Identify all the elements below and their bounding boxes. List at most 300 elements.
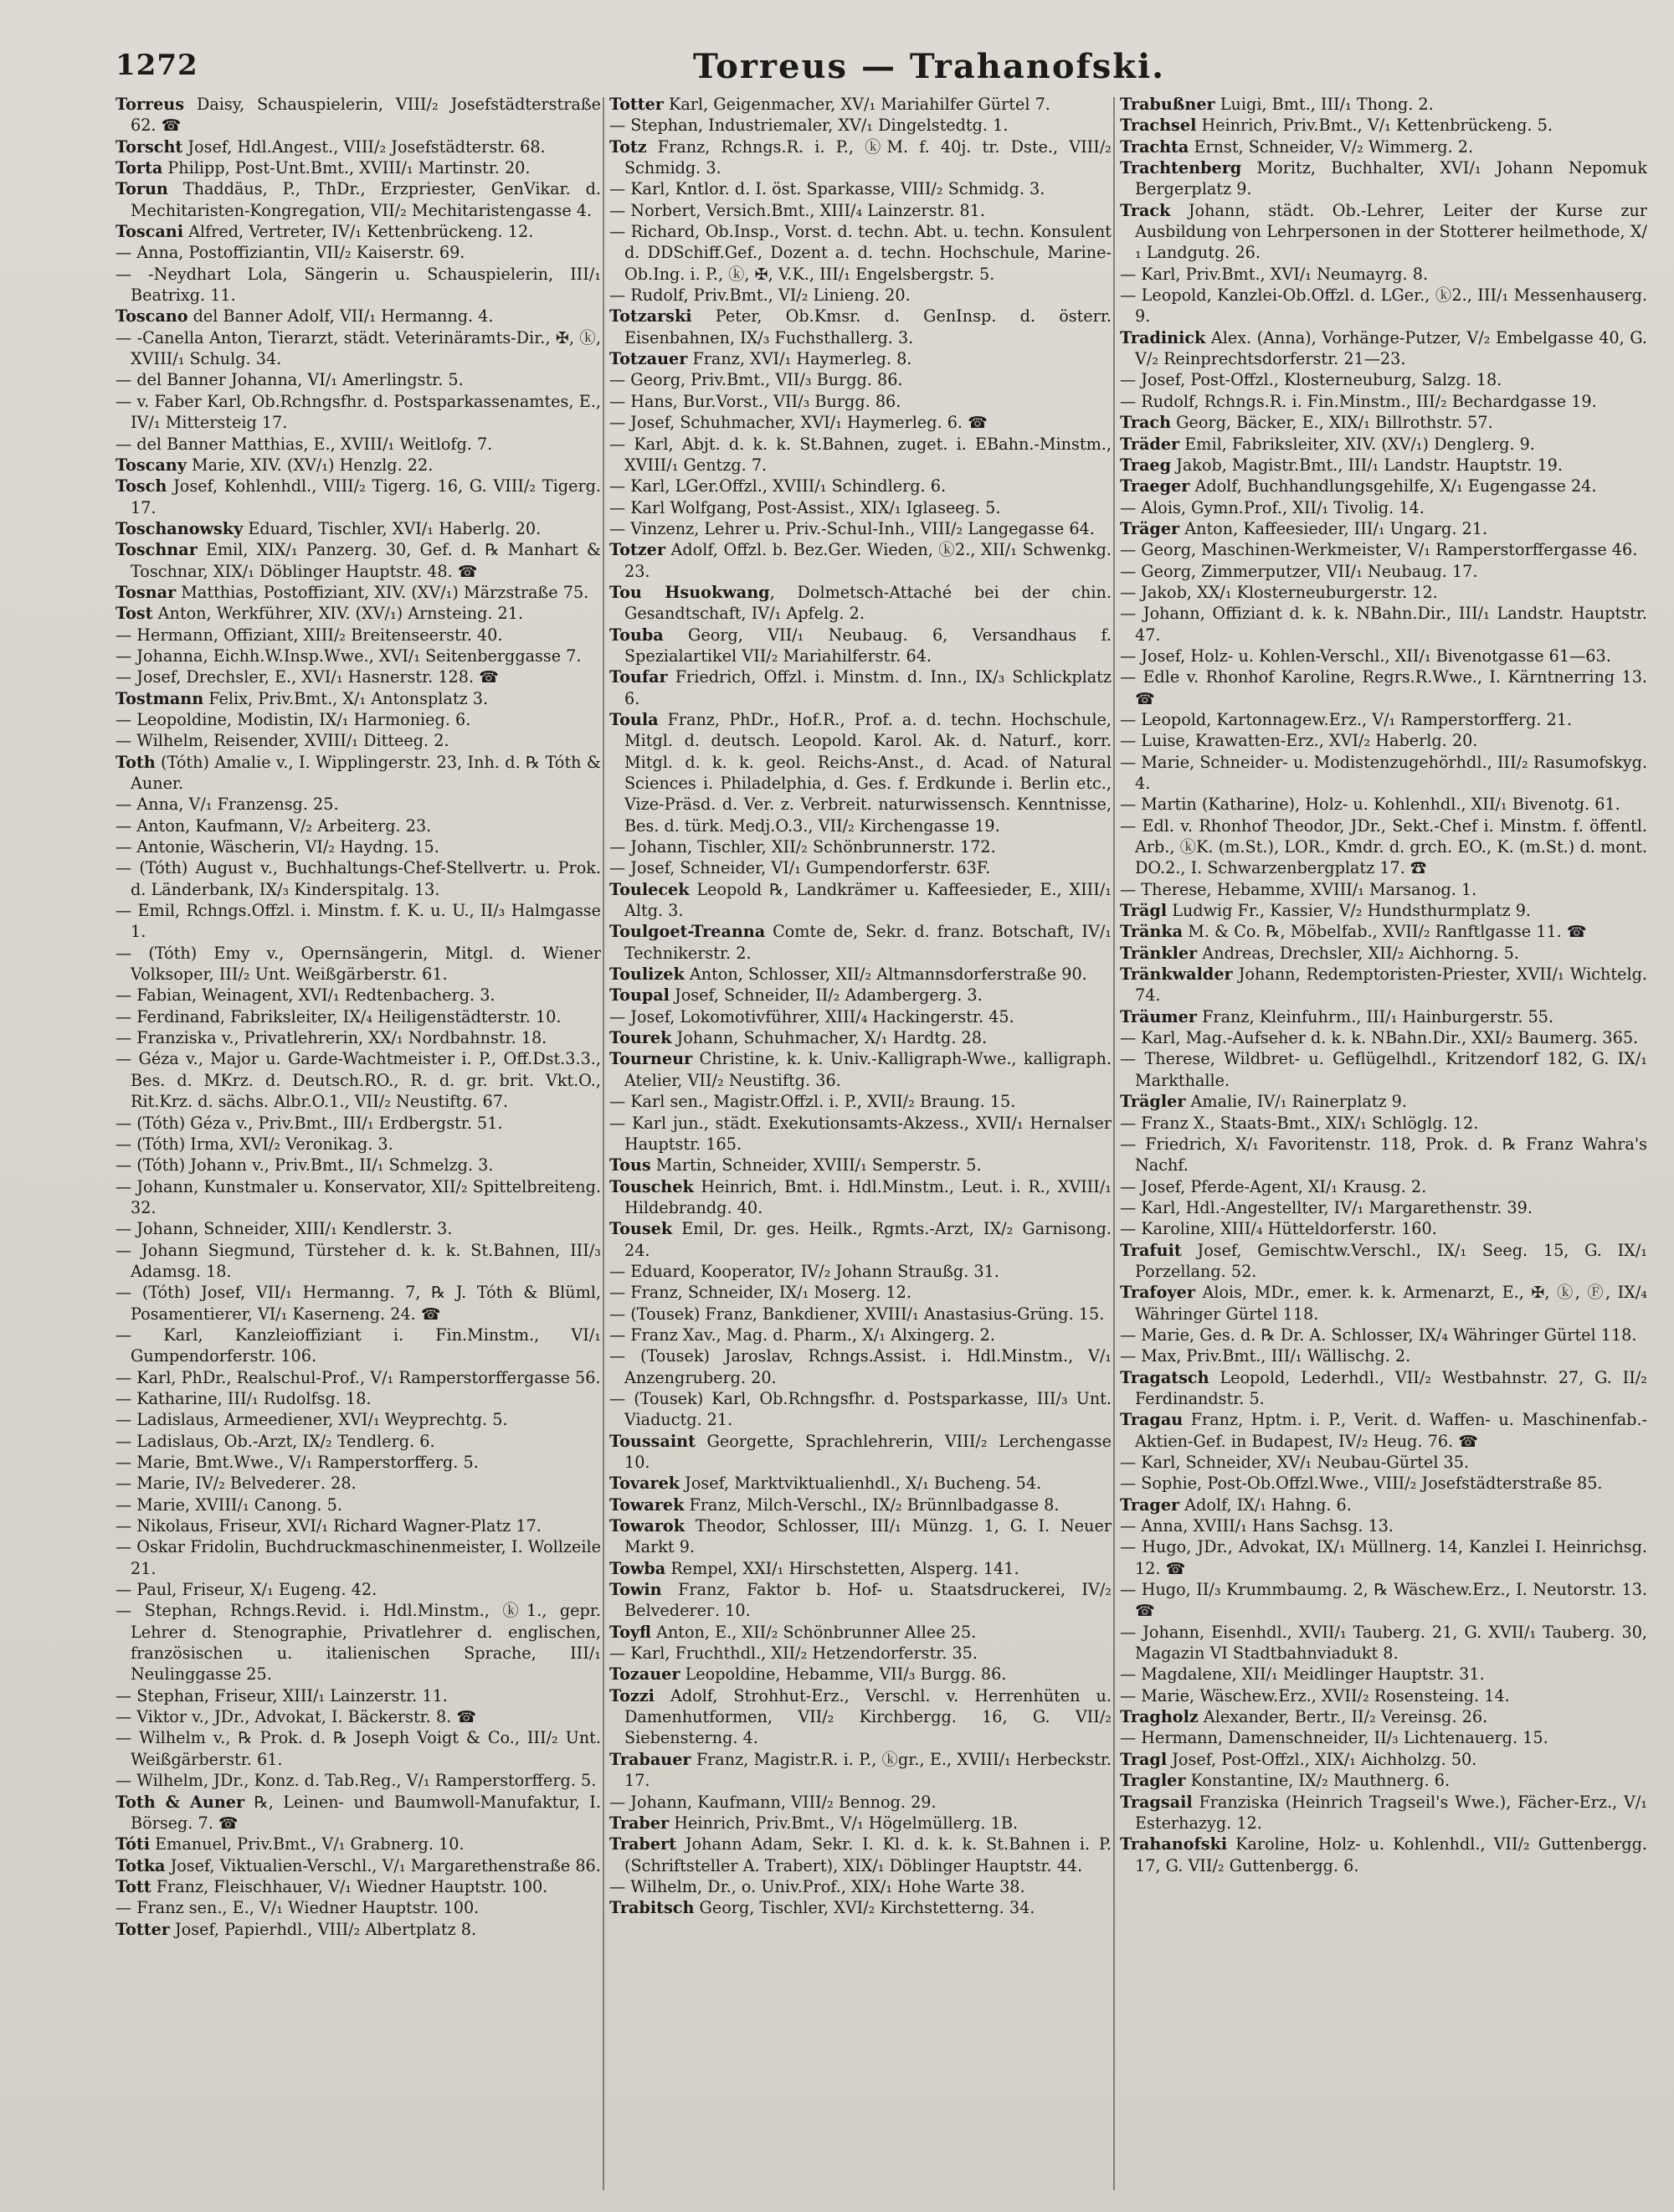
directory-entry [116, 625, 601, 646]
entry-headword: Tott [116, 1876, 151, 1896]
entry-text: Luigi, Bmt., III/₁ Thong. 2. [1214, 95, 1434, 114]
entry-headword: Tosch [116, 476, 167, 496]
entry-text: — (Tóth) Josef, VII/₁ Hermanng. 7, ℞ J. Tóth & Blüml, Posamentierer, VI/₁ Kaserneng. 24. ☎ [116, 1283, 601, 1324]
directory-entry [116, 1919, 601, 1940]
directory-entry [609, 836, 1112, 857]
entry-text: Franz, Fleischhauer, V/₁ Wiedner Hauptstr. 100. [151, 1876, 548, 1896]
directory-entry [609, 921, 1112, 964]
entry-text: — Katharine, III/₁ Rudolfsg. 18. [116, 1388, 372, 1408]
directory-entry [1120, 434, 1647, 455]
entry-text: — Alois, Gymn.Prof., XII/₁ Tivolig. 14. [1120, 497, 1425, 517]
entry-headword: Toufar [609, 667, 668, 687]
entry-text: — Fabian, Weinagent, XVI/₁ Redtenbacherg. 3. [116, 985, 496, 1006]
entry-text: Alexander, Bertr., II/₂ Vereinsg. 26. [1198, 1707, 1488, 1727]
entry-text: — Karl, Kntlor. d. I. öst. Sparkasse, VIII/₂ Schmidg. 3. [609, 179, 1045, 199]
entry-text: Josef, Post-Offzl., XIX/₁ Aichholzg. 50. [1167, 1749, 1477, 1769]
directory-entry [609, 1834, 1112, 1876]
directory-entry [116, 1494, 601, 1515]
entry-text: — Franziska v., Privatlehrerin, XX/₁ Nordbahnstr. 18. [116, 1028, 547, 1048]
entry-headword: Tragatsch [1120, 1367, 1209, 1387]
directory-entry [116, 1431, 601, 1452]
entry-text: — Géza v., Major u. Garde-Wachtmeister i. P., Off.Dst.3.3., Bes. d. MKrz. d. Deutsch.RO., R. d. gr. brit. Vkt.O., Rit.Krz. d. sächs. Albr.O.1., VII/₂ Neustiftg. 67. [116, 1049, 601, 1112]
entry-headword: Trach [1120, 413, 1172, 433]
directory-entry [609, 964, 1112, 985]
directory-entry [1120, 412, 1647, 433]
directory-entry [609, 178, 1112, 199]
directory-entry [1120, 455, 1647, 476]
entry-text: Franz, Magistr.R. i. P., ⓚgr., E., XVIII/₁ Herbeckstr. 17. [624, 1749, 1112, 1791]
entry-text: Thaddäus, P., ThDr., Erzpriester, GenVikar. d. Mechitaristen-Kongregation, VII/₂ Mechitaristengasse 4. [131, 179, 601, 220]
entry-text: — Leopoldine, Modistin, IX/₁ Harmonieg. 6. [116, 709, 471, 729]
directory-entry [1120, 1536, 1647, 1579]
entry-text: — Marie, Ges. d. ℞ Dr. A. Schlosser, IX/₄ Währinger Gürtel 118. [1120, 1325, 1637, 1345]
directory-entry [1120, 582, 1647, 603]
directory-entry [1120, 921, 1647, 942]
entry-text: Eduard, Tischler, XVI/₁ Haberlg. 20. [243, 518, 542, 538]
entry-text: — Stephan, Friseur, XIII/₁ Lainzerstr. 11. [116, 1685, 448, 1705]
directory-entry [116, 1897, 601, 1918]
directory-entry [609, 1473, 1112, 1494]
entry-text: Georgette, Sprachlehrerin, VIII/₂ Lerchengasse 10. [624, 1431, 1112, 1472]
directory-entry [1120, 1345, 1647, 1366]
entry-text: Franz, XVI/₁ Haymerleg. 8. [687, 349, 912, 369]
entry-text: — Eduard, Kooperator, IV/₂ Johann Straußg. 31. [609, 1261, 999, 1281]
entry-text: Anton, E., XII/₂ Schönbrunner Allee 25. [650, 1622, 977, 1642]
column-1 [116, 94, 601, 2195]
entry-text: Daisy, Schauspielerin, VIII/₂ Josefstädterstraße 62. ☎ [131, 95, 601, 136]
entry-text: — Johann, Offiziant d. k. k. NBahn.Dir., III/₁ Landstr. Hauptstr. 47. [1120, 604, 1647, 645]
entry-headword: Towarok [609, 1516, 686, 1536]
directory-entry [609, 476, 1112, 496]
entry-headword: Traeger [1120, 476, 1190, 496]
entry-text: — Ladislaus, Armeediener, XVI/₁ Weyprechtg. 5. [116, 1410, 508, 1430]
directory-entry [116, 518, 601, 539]
directory-entry [116, 369, 601, 390]
entry-text: Emil, XIX/₁ Panzerg. 30, Gef. d. ℞ Manhart & Toschnar, XIX/₁ Döblinger Hauptstr. 48. ☎ [131, 540, 601, 581]
directory-entry [1120, 115, 1647, 136]
directory-entry [609, 879, 1112, 922]
entry-headword: Trachsel [1120, 116, 1197, 136]
entry-text: — -Canella Anton, Tierarzt, städt. Veterinäramts-Dir., ✠, ⓚ, XVIII/₁ Schulg. 34. [116, 327, 601, 369]
entry-text: — Marie, Wäschew.Erz., XVII/₂ Rosensteing. 14. [1120, 1685, 1510, 1705]
entry-text: — (Tousek) Karl, Ob.Rchngsfhr. d. Postsparkasse, III/₃ Unt. Viaductg. 21. [609, 1388, 1112, 1430]
entry-text: ℞, Leinen- und Baumwoll-Manufaktur, I. Börseg. 7. ☎ [131, 1792, 601, 1833]
directory-entry [1120, 264, 1647, 285]
entry-headword: Toscany [116, 455, 187, 475]
directory-entry [116, 709, 601, 730]
entry-headword: Torscht [116, 136, 183, 157]
directory-entry [1120, 539, 1647, 560]
entry-headword: Tovarek [609, 1474, 680, 1494]
entry-headword: Trachta [1120, 136, 1189, 157]
entry-text: — Wilhelm v., ℞ Prok. d. ℞ Joseph Voigt & Co., III/₂ Unt. Weißgärberstr. 61. [116, 1728, 601, 1769]
directory-entry [609, 1579, 1112, 1622]
entry-headword: Träder [1120, 434, 1180, 454]
entry-headword: Tost [116, 604, 153, 624]
directory-entry [116, 306, 601, 327]
entry-headword: Träumer [1120, 1006, 1197, 1026]
directory-entry [1120, 518, 1647, 539]
entry-text: — Josef, Drechsler, E., XVI/₁ Hasnerstr. 128. ☎ [116, 667, 500, 687]
entry-headword: Trachtenberg [1120, 158, 1242, 178]
directory-entry [609, 1792, 1112, 1813]
directory-entry [1120, 391, 1647, 412]
entry-text: Amalie, IV/₁ Rainerplatz 9. [1185, 1092, 1407, 1112]
entry-text: Franz, Rchngs.R. i. P., ⓚM. f. 40j. tr. Dste., VIII/₂ Schmidg. 3. [624, 136, 1112, 178]
directory-entry [1120, 136, 1647, 157]
directory-entry [1120, 1218, 1647, 1239]
directory-entry [609, 1897, 1112, 1918]
entry-text: — Josef, Schneider, VI/₁ Gumpendorferstr. 63F. [609, 858, 991, 878]
entry-text: — Leopold, Kanzlei-Ob.Offzl. d. LGer., ⓚ2., III/₁ Messenhauserg. 9. [1120, 286, 1647, 327]
entry-text: — Edl. v. Rhonhof Theodor, JDr., Sekt.-Chef i. Minstm. f. öffentl. Arb., ⓚK. (m.St.), LOR., Kmdr. d. grch. EO., K. (m.St.) d. mont. DO.2., I. Schwarzenbergplatz 17. ☎ [1120, 815, 1647, 878]
directory-entry [116, 1155, 601, 1175]
directory-entry [116, 1367, 601, 1388]
entry-headword: Tragler [1120, 1771, 1186, 1791]
directory-entry [609, 1749, 1112, 1792]
entry-text: — Wilhelm, Dr., o. Univ.Prof., XIX/₁ Hohe Warte 38. [609, 1876, 1025, 1896]
entry-text: Alfred, Vertreter, IV/₁ Kettenbrückeng. 12. [183, 222, 534, 242]
entry-headword: Träger [1120, 518, 1180, 538]
entry-text: Franz, Hptm. i. P., Verit. d. Waffen- u. Maschinenfab.-Aktien-Gef. in Budapest, IV/₂ Heug. 76. ☎ [1135, 1410, 1647, 1451]
directory-entry [609, 1515, 1112, 1558]
directory-entry [116, 666, 601, 687]
entry-headword: Towin [609, 1580, 662, 1600]
entry-headword: Toussaint [609, 1431, 696, 1451]
directory-entry [609, 221, 1112, 285]
directory-entry [609, 1431, 1112, 1474]
entry-text: — Josef, Post-Offzl., Klosterneuburg, Salzg. 18. [1120, 370, 1502, 390]
directory-entry [609, 1048, 1112, 1091]
directory-entry [116, 1536, 601, 1579]
directory-entry [1120, 752, 1647, 795]
entry-headword: Totter [609, 95, 664, 114]
entry-headword: Trägler [1120, 1092, 1186, 1112]
entry-text: — Johann, Kunstmaler u. Konservator, XII/₂ Spittelbreiteng. 32. [116, 1176, 601, 1217]
directory-entry [609, 1643, 1112, 1664]
directory-entry [609, 857, 1112, 878]
directory-entry [1120, 1792, 1647, 1834]
entry-text: — Marie, Schneider- u. Modistenzugehörhdl., III/₂ Rasumofskyg. 4. [1120, 752, 1647, 793]
directory-entry [609, 1345, 1112, 1388]
directory-entry [116, 794, 601, 815]
entry-headword: Totzauer [609, 349, 688, 369]
entry-headword: Traeg [1120, 455, 1172, 475]
directory-entry [609, 94, 1112, 115]
directory-entry [609, 625, 1112, 667]
entry-text: — Max, Priv.Bmt., III/₁ Wällischg. 2. [1120, 1346, 1411, 1366]
directory-entry [116, 1600, 601, 1685]
directory-entry [609, 1218, 1112, 1261]
entry-text: — Wilhelm, JDr., Konz. d. Tab.Reg., V/₁ Ramperstorfferg. 5. [116, 1771, 597, 1791]
directory-entry [116, 603, 601, 624]
directory-entry [116, 1027, 601, 1048]
entry-text: — Luise, Krawatten-Erz., XVI/₂ Haberlg. 20. [1120, 731, 1478, 751]
entry-text: Leopold ℞, Landkrämer u. Kaffeesieder, E., XIII/₁ Altg. 3. [624, 879, 1112, 921]
entry-text: Karoline, Holz- u. Kohlenhdl., VII/₂ Guttenbergg. 17, G. VII/₂ Guttenbergg. 6. [1135, 1834, 1647, 1875]
entry-headword: Totter [116, 1919, 170, 1939]
entry-headword: Tous [609, 1155, 651, 1175]
entry-text: Georg, Bäcker, E., XIX/₁ Billrothstr. 57. [1171, 413, 1493, 433]
entry-headword: Toschnar [116, 540, 198, 560]
directory-entry [609, 115, 1112, 136]
entry-text: — Josef, Lokomotivführer, XIII/₄ Hackingerstr. 45. [609, 1006, 1014, 1026]
directory-entry [609, 539, 1112, 582]
entry-text: — (Tousek) Franz, Bankdiener, XVIII/₁ Anastasius-Grüng. 15. [609, 1304, 1105, 1324]
entry-text: — Johanna, Eichh.W.Insp.Wwe., XVI/₁ Seitenberggasse 7. [116, 646, 582, 666]
directory-entry [116, 582, 601, 603]
directory-entry [1120, 1452, 1647, 1473]
entry-text: Alex. (Anna), Vorhänge-Putzer, V/₂ Embelgasse 40, G. V/₂ Reinprechtsdorferstr. 21—23. [1135, 327, 1647, 369]
directory-entry [116, 943, 601, 985]
directory-entry [1120, 369, 1647, 390]
entry-headword: Tostmann [116, 688, 204, 708]
directory-entry [1120, 1706, 1647, 1727]
directory-entry [609, 1876, 1112, 1897]
directory-entry [609, 709, 1112, 836]
entry-headword: Torta [116, 158, 163, 178]
directory-entry [1120, 709, 1647, 730]
entry-text: Johann, Schuhmacher, X/₁ Hardtg. 28. [671, 1028, 988, 1048]
entry-text: — Friedrich, X/₁ Favoritenstr. 118, Prok. d. ℞ Franz Wahra's Nachf. [1120, 1134, 1647, 1175]
entry-text: — Jakob, XX/₁ Klosterneuburgerstr. 12. [1120, 582, 1438, 602]
directory-entry [609, 1176, 1112, 1219]
entry-text: — Viktor v., JDr., Advokat, I. Bäckerstr. 8. ☎ [116, 1707, 477, 1727]
directory-entry [116, 730, 601, 751]
directory-entry [116, 1048, 601, 1112]
entry-text: — Sophie, Post-Ob.Offzl.Wwe., VIII/₂ Josefstädterstraße 85. [1120, 1474, 1603, 1494]
directory-entry [609, 285, 1112, 306]
directory-entry [116, 434, 601, 455]
entry-headword: Touba [609, 625, 664, 645]
entry-headword: Tradinick [1120, 327, 1206, 347]
entry-text: — Antonie, Wäscherin, VI/₂ Haydng. 15. [116, 837, 439, 857]
entry-text: — Franz X., Staats-Bmt., XIX/₁ Schlöglg. 12. [1120, 1113, 1479, 1133]
directory-entry [1120, 1027, 1647, 1048]
directory-entry [1120, 561, 1647, 582]
directory-entry [116, 94, 601, 136]
directory-entry [116, 900, 601, 943]
entry-text: Franz, Kleinfuhrm., III/₁ Hainburgerstr. 55. [1197, 1006, 1554, 1026]
entry-text: — Josef, Schuhmacher, XVI/₁ Haymerleg. 6. ☎ [609, 413, 988, 433]
entry-text: Theodor, Schlosser, III/₁ Münzg. 1, G. I. Neuer Markt 9. [624, 1516, 1112, 1557]
entry-headword: Tourneur [609, 1049, 693, 1069]
entry-text: — Richard, Ob.Insp., Vorst. d. techn. Abt. u. techn. Konsulent d. DDSchiff.Gef., Dozent a. d. techn. Hochschule, Marine-Ob.Ing. i. P., ⓚ, ✠, V.K., III/₁ Engelsbergstr. 5. [609, 222, 1112, 284]
entry-text: Franz, Milch-Verschl., IX/₂ Brünnlbadgasse 8. [684, 1494, 1060, 1515]
directory-entry [116, 1176, 601, 1219]
directory-entry [609, 1113, 1112, 1155]
directory-entry [1120, 157, 1647, 200]
directory-entry [609, 200, 1112, 221]
entry-text: — Vinzenz, Lehrer u. Priv.-Schul-Inh., VIII/₂ Langegasse 64. [609, 518, 1095, 538]
entry-headword: Toupal [609, 985, 670, 1006]
directory-entry [1120, 1367, 1647, 1410]
entry-text: Emanuel, Priv.Bmt., V/₁ Grabnerg. 10. [150, 1834, 465, 1854]
entry-headword: Tosnar [116, 582, 177, 602]
directory-entry [609, 1282, 1112, 1303]
entry-text: — Johann, Eisenhdl., XVII/₁ Tauberg. 21, G. XVII/₁ Tauberg. 30, Magazin VI Stadtbahnviadukt 8. [1120, 1622, 1647, 1664]
entry-text: — Stephan, Industriemaler, XV/₁ Dingelstedtg. 1. [609, 116, 1009, 136]
directory-entry [116, 1218, 601, 1239]
entry-text: — Anton, Kaufmann, V/₂ Arbeiterg. 23. [116, 815, 432, 836]
directory-entry [609, 434, 1112, 476]
entry-headword: Tränkwalder [1120, 965, 1233, 985]
entry-text: — Nikolaus, Friseur, XVI/₁ Richard Wagner-Platz 17. [116, 1516, 542, 1536]
entry-headword: Totzer [609, 540, 665, 560]
entry-text: — Norbert, Versich.Bmt., XIII/₄ Lainzerstr. 81. [609, 200, 985, 220]
directory-entry [1120, 815, 1647, 879]
entry-text: Andreas, Drechsler, XII/₂ Aichhorng. 5. [1197, 943, 1519, 963]
directory-entry [1120, 1006, 1647, 1027]
entry-text: — Karl Wolfgang, Post-Assist., XIX/₁ Iglaseeg. 5. [609, 497, 1001, 517]
entry-headword: Tragl [1120, 1749, 1168, 1769]
entry-text: — Paul, Friseur, X/₁ Eugeng. 42. [116, 1580, 377, 1600]
entry-text: , Dolmetsch-Attaché bei der chin. Gesandtschaft, IV/₁ Apfelg. 2. [624, 582, 1112, 624]
entry-headword: Toth [116, 752, 156, 772]
directory-entry [609, 1664, 1112, 1685]
entry-text: Adolf, Strohhut-Erz., Verschl. v. Herrenhüten u. Damenhutformen, VII/₂ Kirchbergg. 16, G. VII/₂ Siebensterng. 4. [624, 1685, 1112, 1748]
directory-entry [1120, 1176, 1647, 1197]
entry-text: Felix, Priv.Bmt., X/₁ Antonsplatz 3. [203, 688, 489, 708]
directory-entry [609, 369, 1112, 390]
page-header [116, 44, 1647, 94]
entry-text: Franz, PhDr., Hof.R., Prof. a. d. techn. Hochschule, Mitgl. d. deutsch. Leopold. Karol. Ak. d. Naturf., korr. Mitgl. d. k. k. geol. Reichs-Anst., d. Acad. of Natural Sciences i. Philadelphia, d. Ges. f. Erdkunde i. Berlin etc., Vize-Präsd. d. Ver. z. Verbreit. naturwissensch. Kenntnisse, Bes. d. türk. Medj.O.3., VII/₂ Kirchengasse 19. [624, 709, 1112, 836]
entry-text: Moritz, Buchhalter, XVI/₁ Johann Nepomuk Bergerplatz 9. [1135, 158, 1647, 199]
entry-text: — Johann, Tischler, XII/₂ Schönbrunnerstr. 172. [609, 837, 996, 857]
directory-entry [609, 1006, 1112, 1027]
directory-entry [116, 1134, 601, 1155]
directory-entry [116, 136, 601, 157]
directory-entry [609, 391, 1112, 412]
directory-entry [1120, 285, 1647, 327]
directory-entry [609, 1558, 1112, 1579]
directory-entry [1120, 1325, 1647, 1345]
entry-text: Josef, Kohlenhdl., VIII/₂ Tigerg. 16, G. VIII/₂ Tigerg. 17. [131, 476, 601, 517]
entry-text: Heinrich, Priv.Bmt., V/₁ Högelmüllerg. 1B. [669, 1813, 1019, 1833]
directory-entry [1120, 1664, 1647, 1685]
directory-entry [609, 985, 1112, 1006]
directory-entry [116, 1706, 601, 1727]
entry-text: — Anna, XVIII/₁ Hans Sachsg. 13. [1120, 1516, 1394, 1536]
directory-entry [1120, 730, 1647, 751]
directory-entry [116, 646, 601, 666]
entry-text: del Banner Adolf, VII/₁ Hermanng. 4. [187, 306, 494, 327]
entry-headword: Trafoyer [1120, 1283, 1195, 1303]
entry-headword: Toulecek [609, 879, 690, 899]
entry-text: Josef, Viktualien-Verschl., V/₁ Margarethenstraße 86. [165, 1855, 601, 1875]
page-number: 1272 [116, 49, 198, 82]
directory-entry [116, 327, 601, 370]
entry-text: Franz, Faktor b. Hof- u. Staatsdruckerei, IV/₂ Belvederег. 10. [624, 1580, 1112, 1621]
directory-entry [1120, 900, 1647, 921]
entry-text: Johann, Redemptoristen-Priester, XVII/₁ Wichtelg. 74. [1135, 965, 1647, 1006]
column-2 [609, 94, 1112, 2195]
directory-entry [116, 752, 601, 795]
directory-entry [116, 1388, 601, 1409]
entry-text: — Wilhelm, Reisender, XVIII/₁ Ditteeg. 2. [116, 731, 449, 751]
directory-entry [1120, 476, 1647, 496]
entry-text: — Ferdinand, Fabriksleiter, IX/₄ Heiligenstädterstr. 10. [116, 1006, 562, 1026]
directory-entry [116, 1325, 601, 1367]
entry-text: — Hermann, Damenschneider, II/₃ Lichtenauerg. 15. [1120, 1728, 1548, 1748]
entry-headword: Trafuit [1120, 1240, 1182, 1260]
entry-text: Alois, MDr., emer. k. k. Armenarzt, E., ✠, ⓚ, Ⓕ, IX/₄ Währinger Gürtel 118. [1135, 1283, 1647, 1324]
directory-entry [609, 1685, 1112, 1749]
directory-entry [116, 1515, 601, 1536]
directory-entry [1120, 603, 1647, 646]
directory-entry [1120, 1240, 1647, 1283]
entry-headword: Tränka [1120, 922, 1184, 942]
entry-text: Emil, Dr. ges. Heilk., Rgmts.-Arzt, IX/₂ Garnisong. 24. [624, 1219, 1112, 1260]
entry-text: — Hans, Bur.Vorst., VII/₃ Burgg. 86. [609, 391, 901, 411]
entry-text: — Johann Siegmund, Türsteher d. k. k. St.Bahnen, III/₃ Adamsg. 18. [116, 1240, 601, 1281]
directory-entry [1120, 1134, 1647, 1176]
directory-entry [609, 348, 1112, 369]
entry-text: Georg, VII/₁ Neubaug. 6, Versandhaus f. Spezialartikel VII/₂ Mariahilferstr. 64. [624, 625, 1112, 666]
directory-entry [1120, 1770, 1647, 1791]
entry-text: Philipp, Post-Unt.Bmt., XVIII/₁ Martinstr. 20. [162, 158, 531, 178]
entry-text: (Tóth) Amalie v., I. Wipplingerstr. 23, Inh. d. ℞ Tóth & Auner. [131, 752, 601, 793]
entry-text: — Rudolf, Rchngs.R. i. Fin.Minstm., III/₂ Bechardgasse 19. [1120, 391, 1597, 411]
entry-headword: Toula [609, 709, 659, 729]
entry-text: — (Tóth) Emy v., Opernsängerin, Mitgl. d. Wiener Volksoper, III/₂ Unt. Weißgärberstr. 61. [116, 943, 601, 985]
directory-entry [116, 476, 601, 518]
entry-text: — Georg, Zimmerputzer, VII/₁ Neubaug. 17. [1120, 561, 1478, 581]
entry-text: — Oskar Fridolin, Buchdruckmaschinenmeister, I. Wollzeile 21. [116, 1537, 601, 1578]
column-3 [1120, 94, 1647, 2195]
column-rule [603, 97, 604, 2190]
entry-text: Adolf, IX/₁ Hahng. 6. [1179, 1494, 1352, 1515]
entry-text: Friedrich, Offzl. i. Minstm. d. Inn., IX/₃ Schlickplatz 6. [624, 667, 1112, 708]
directory-entry [116, 1282, 601, 1325]
entry-headword: Trager [1120, 1494, 1180, 1515]
entry-text: — v. Faber Karl, Ob.Rchngsfhr. d. Postsparkassenamtes, E., IV/₁ Mittersteig 17. [116, 391, 601, 433]
entry-headword: Toulgoet-Treanna [609, 922, 766, 942]
entry-headword: Tragholz [1120, 1707, 1199, 1727]
entry-headword: Track [1120, 200, 1171, 220]
directory-entry [116, 1240, 601, 1283]
directory-entry [116, 1452, 601, 1473]
directory-entry [116, 264, 601, 306]
directory-entry [116, 1855, 601, 1876]
directory-entry [116, 688, 601, 709]
directory-entry [609, 306, 1112, 348]
directory-entry [116, 1876, 601, 1897]
entry-headword: Traber [609, 1813, 670, 1833]
directory-entry [116, 221, 601, 242]
entry-text: Josef, Gemischtw.Verschl., IX/₁ Seeg. 15, G. IX/₁ Porzellang. 52. [1135, 1240, 1647, 1281]
directory-entry [116, 1113, 601, 1134]
entry-text: Johann, städt. Ob.-Lehrer, Leiter der Kurse zur Ausbildung von Lehrpersonen in der Stotterer heilmethode, X/₁ Landgutg. 26. [1135, 200, 1647, 263]
entry-text: — Franz, Schneider, IX/₁ Moserg. 12. [609, 1283, 911, 1303]
entry-text: — Ladislaus, Ob.-Arzt, IX/₂ Tendlerg. 6. [116, 1431, 435, 1451]
entry-text: — Anna, V/₁ Franzensg. 25. [116, 795, 339, 815]
entry-text: — Therese, Wildbret- u. Geflügelhdl., Kritzendorf 182, G. IX/₁ Markthalle. [1120, 1049, 1647, 1090]
entry-text: Adolf, Buchhandlungsgehilfe, X/₁ Eugengasse 24. [1189, 476, 1597, 496]
directory-entry [116, 157, 601, 178]
entry-text: Adolf, Offzl. b. Bez.Ger. Wieden, ⓚ2., XII/₁ Schwenkg. 23. [624, 540, 1112, 581]
entry-text: — Edle v. Rhonhof Karoline, Regrs.R.Wwe., I. Kärntnerring 13. ☎ [1120, 667, 1647, 708]
directory-entry [1120, 1727, 1647, 1748]
directory-entry [116, 1792, 601, 1834]
directory-entry [1120, 94, 1647, 115]
entry-text: Konstantine, IX/₂ Mauthnerg. 6. [1185, 1771, 1451, 1791]
directory-entry [1120, 1282, 1647, 1325]
entry-text: Georg, Tischler, XVI/₂ Kirchstetterng. 34. [694, 1898, 1035, 1918]
entry-text: — (Tóth) Géza v., Priv.Bmt., III/₁ Erdbergstr. 51. [116, 1113, 503, 1133]
entry-text: — Karl, Abjt. d. k. k. St.Bahnen, zuget. i. EBahn.-Minstm., XVIII/₁ Gentzg. 7. [609, 434, 1112, 475]
directory-entry [1120, 1749, 1647, 1770]
